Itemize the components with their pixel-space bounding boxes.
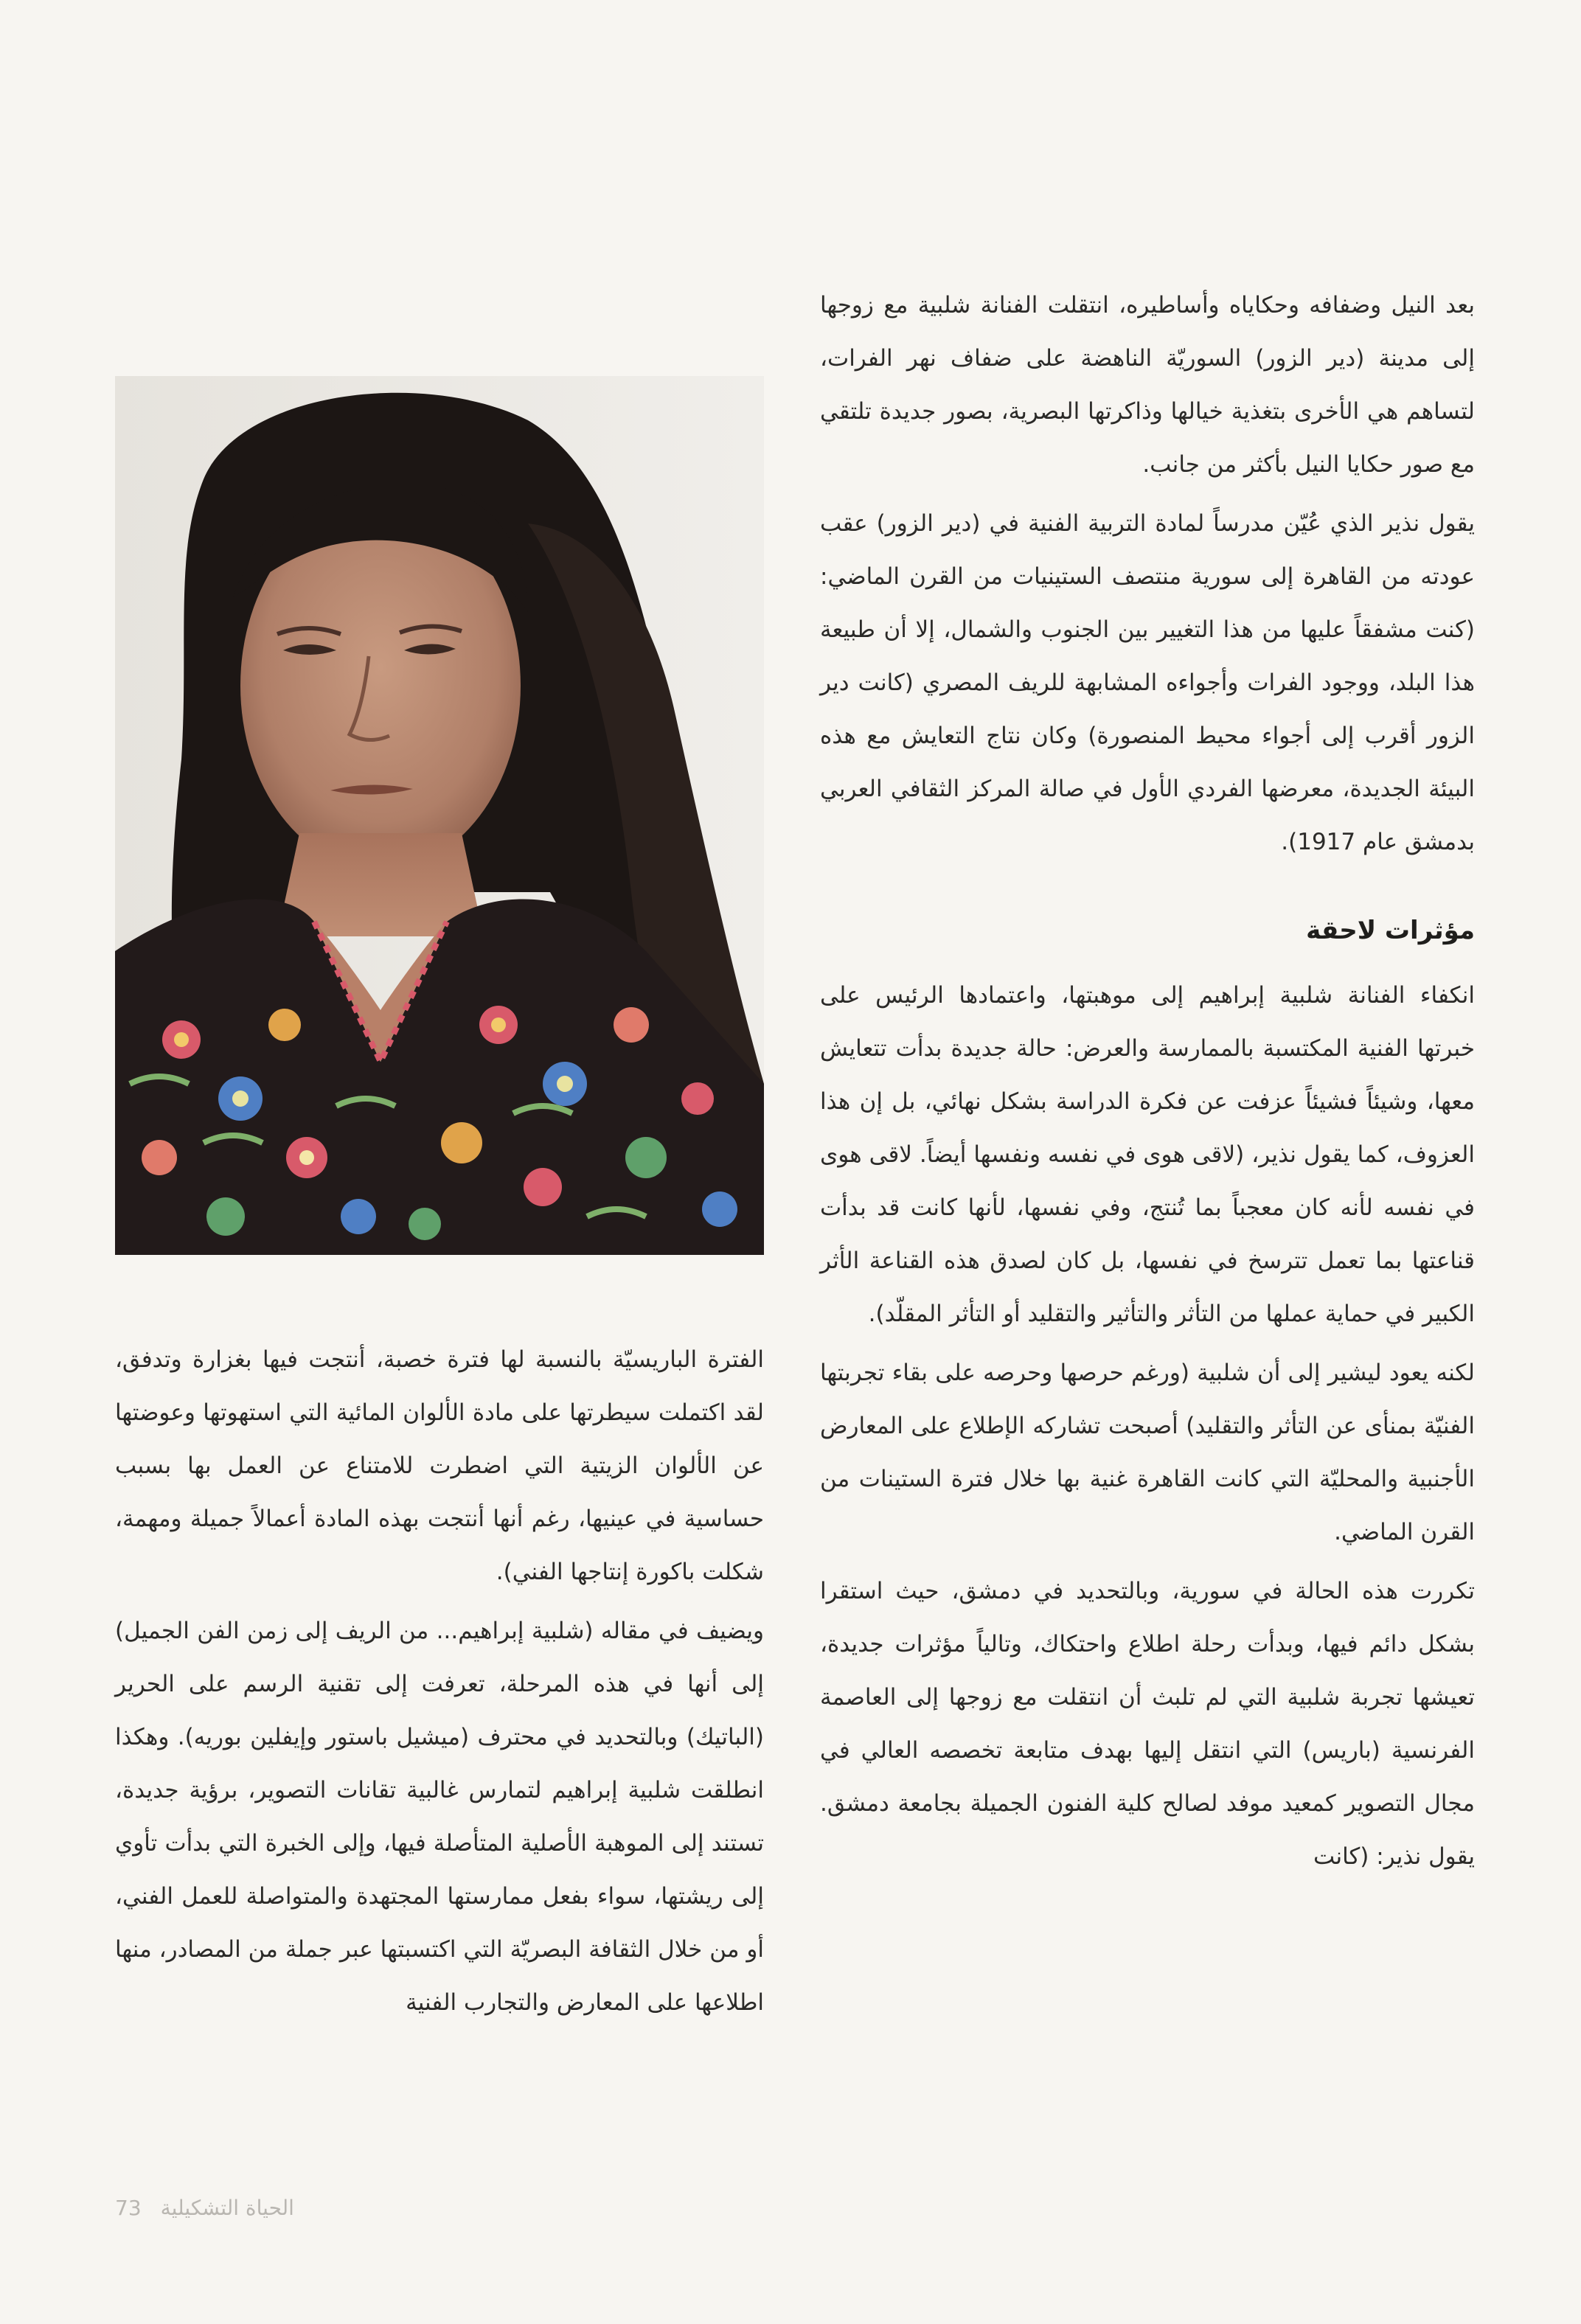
body-paragraph: انكفاء الفنانة شلبية إبراهيم إلى موهبتها، واعتمادها الرئيس على خبرتها الفنية المكتسبة بالممارسة والعرض: حالة جديدة بدأت تتعايش معها، وشيئاً فشيئاً عزفت عن فكرة الدراسة بشكل نهائي، بل إن هذا العزوف، كما يقول نذير، (لاقى هوى في نفسه ونفسها أيضاً. لاقى هوى في نفسه لأنه كان معجباً بما تُنتج، وفي نفسها، لأنها كانت قد بدأت قناعتها بما تعمل تترسخ في نفسها، بل كان لصدق هذه القناعة الأثر الكبير في حماية عملها من التأثر والتأثير والتقليد أو التأثر المقلّد). [820, 982, 1475, 1327]
magazine-name: الحياة التشكيلية [160, 2196, 294, 2220]
portrait-photo [115, 376, 764, 1255]
body-paragraph: يقول نذير الذي عُيّن مدرساً لمادة التربية الفنية في (دير الزور) عقب عودته من القاهرة إلى سورية منتصف الستينيات من القرن الماضي: (كنت مشفقاً عليها من هذا التغيير بين الجنوب والشمال، إلا أن طبيعة هذا البلد، ووجود الفرات وأجواءه المشابهة للريف المصري (كانت دير الزور أقرب إلى أجواء محيط المنصورة) وكان نتاج التعايش مع هذه البيئة الجديدة، معرضها الفردي الأول في صالة المركز الثقافي العربي بدمشق عام 1917). [820, 510, 1475, 855]
page-footer [115, 2196, 294, 2220]
section-subheading: مؤثرات لاحقة [1306, 916, 1475, 945]
body-paragraph: تكررت هذه الحالة في سورية، وبالتحديد في دمشق، حيث استقرا بشكل دائم فيها، وبدأت رحلة اطلاع واحتكاك، وتالياً مؤثرات جديدة، تعيشها تجربة شلبية التي لم تلبث أن انتقلت مع زوجها إلى العاصمة الفرنسية (باريس) التي انتقل إليها بهدف متابعة تخصصه العالي في مجال التصوير كمعيد موفد لصالح كلية الفنون الجميلة بجامعة دمشق. يقول نذير: (كانت [820, 1578, 1475, 1870]
body-paragraph: ويضيف في مقاله (شلبية إبراهيم... من الريف إلى زمن الفن الجميل) إلى أنها في هذه المرحلة، تعرفت إلى تقنية الرسم على الحرير (الباتيك) وبالتحديد في محترف (ميشيل باستور وإيفلين بوريه). وهكذا انطلقت شلبية إبراهيم لتمارس غالبية تقانات التصوير، برؤية جديدة، تستند إلى الموهبة الأصلية المتأصلة فيها، وإلى الخبرة التي بدأت تأوي إلى ريشتها، سواء بفعل ممارستها المجتهدة والمتواصلة للعمل الفني، أو من خلال الثقافة البصريّة التي اكتسبتها عبر جملة من المصادر، منها اطلاعها على المعارض والتجارب الفنية [115, 1618, 764, 2016]
article-right-column [820, 279, 1475, 1883]
body-paragraph: بعد النيل وضفافه وحكاياه وأساطيره، انتقلت الفنانة شلبية مع زوجها إلى مدينة (دير الزور) السوريّة الناهضة على ضفاف نهر الفرات، لتساهم هي الأخرى بتغذية خيالها وذاكرتها البصرية، بصور جديدة تلتقي مع صور حكايا النيل بأكثر من جانب. [820, 292, 1475, 478]
body-paragraph: الفترة الباريسيّة بالنسبة لها فترة خصبة، أنتجت فيها بغزارة وتدفق، لقد اكتملت سيطرتها على مادة الألوان المائية التي استهوتها وعوضتها عن الألوان الزيتية التي اضطرت للامتناع عن العمل بها بسبب حساسية في عينيها، رغم أنها أنتجت بهذه المادة أعمالاً جميلة ومهمة، شكلت باكورة إنتاجها الفني). [115, 1346, 764, 1585]
article-left-column [115, 1333, 764, 2029]
portrait-illustration [115, 376, 764, 1255]
body-paragraph: لكنه يعود ليشير إلى أن شلبية (ورغم حرصها وحرصه على بقاء تجربتها الفنيّة بمنأى عن التأثر والتقليد) أصبحت تشاركه الإطلاع على المعارض الأجنبية والمحليّة التي كانت القاهرة غنية بها خلال فترة الستينات من القرن الماضي. [820, 1360, 1475, 1545]
page-number: 73 [115, 2196, 142, 2220]
